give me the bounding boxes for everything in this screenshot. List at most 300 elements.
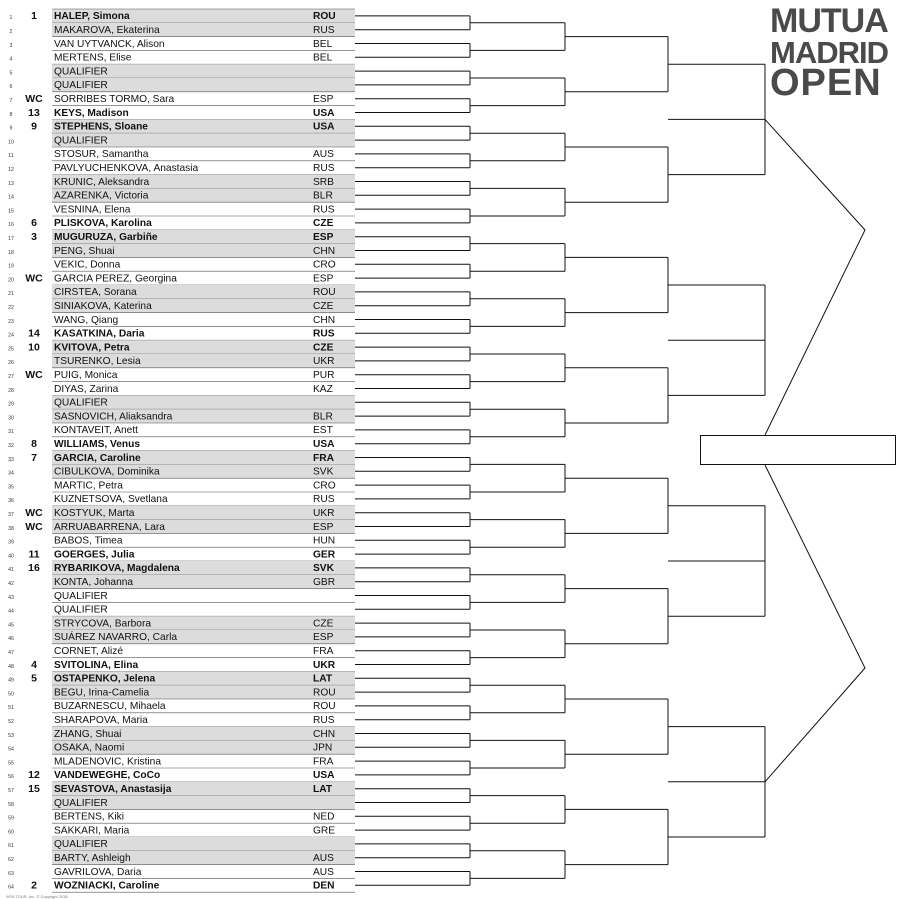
player-name: BEGU, Irina-Camelia: [54, 687, 150, 699]
draw-row: [8, 395, 355, 409]
draw-row: [8, 561, 355, 575]
bracket-connector: [470, 464, 565, 492]
seed-label: 3: [31, 231, 37, 243]
bracket-connector: [565, 257, 668, 312]
bracket-connector: [355, 485, 470, 499]
player-name: QUALIFIER: [54, 839, 108, 851]
player-name: SAKKARI, Maria: [54, 825, 130, 837]
draw-row: [8, 299, 355, 313]
player-country: CHN: [313, 728, 336, 740]
player-country: CHN: [313, 245, 336, 257]
bracket-connector: [355, 126, 470, 140]
draw-position: 13: [8, 180, 14, 187]
seed-label: 11: [28, 548, 40, 561]
draw-position: 2: [9, 29, 13, 35]
draw-position: 64: [8, 884, 14, 891]
bracket-connector: [355, 596, 470, 610]
player-country: BLR: [313, 190, 333, 202]
player-name: STOSUR, Samantha: [54, 149, 149, 161]
player-name: PLISKOVA, Karolina: [54, 218, 152, 230]
player-name: SASNOVICH, Aliaksandra: [54, 411, 173, 423]
draw-position: 16: [8, 222, 14, 229]
player-name: BARTY, Ashleigh: [54, 853, 131, 864]
player-country: UKR: [313, 356, 335, 368]
draw-position: 32: [8, 443, 14, 449]
seed-label: 16: [28, 562, 40, 575]
player-name: PAVLYUCHENKOVA, Anastasia: [54, 163, 199, 174]
draw-row: [8, 230, 355, 244]
draw-position: 46: [8, 636, 14, 643]
player-name: SINIAKOVA, Katerina: [54, 301, 152, 312]
bracket-connector: [565, 37, 668, 92]
bracket-connector: [470, 796, 565, 824]
seed-label: 8: [31, 438, 37, 450]
bracket-connector: [470, 575, 565, 603]
player-name: MAKAROVA, Ekaterina: [54, 25, 160, 36]
draw-row: [8, 244, 355, 258]
player-country: ESP: [313, 232, 334, 243]
seed-label: 13: [28, 106, 40, 119]
seed-label: 1: [31, 10, 37, 23]
bracket-connector: [355, 209, 470, 223]
bracket-connector: [355, 651, 470, 665]
player-name: KASATKINA, Daria: [54, 328, 145, 340]
seed-label: 7: [31, 451, 37, 464]
draw-position: 31: [8, 429, 14, 436]
bracket-connector: [355, 430, 470, 444]
draw-row: [10, 119, 355, 133]
draw-row: [8, 796, 355, 810]
player-name: VEKIC, Donna: [54, 259, 121, 271]
player-name: CIRSTEA, Sorana: [54, 287, 137, 299]
player-name: VAN UYTVANCK, Alison: [54, 38, 165, 50]
draw-position: 17: [8, 236, 14, 242]
player-name: TSURENKO, Lesia: [54, 356, 141, 368]
bracket-connector: [355, 761, 470, 775]
draw-position: 63: [8, 870, 14, 877]
bracket-connector: [355, 154, 470, 168]
draw-row: [8, 616, 355, 630]
draw-position: 23: [8, 318, 14, 325]
draw-row: [8, 425, 355, 437]
player-country: LAT: [313, 673, 333, 685]
bracket-connector: [355, 264, 470, 278]
player-country: GBR: [313, 577, 336, 588]
bracket-connector: [355, 182, 470, 196]
player-country: FRA: [313, 452, 334, 464]
draw-row: [8, 188, 355, 202]
player-name: KRUNIC, Aleksandra: [54, 176, 150, 188]
bracket-connector: [355, 844, 470, 858]
draw-position: 53: [8, 732, 14, 739]
player-country: AUS: [313, 866, 334, 878]
player-name: OSAKA, Naomi: [54, 742, 125, 754]
draw-position: 14: [8, 194, 14, 201]
player-name: RYBARIKOVA, Magdalena: [54, 563, 180, 575]
player-country: RUS: [313, 715, 335, 726]
seed-label: 9: [31, 120, 37, 133]
player-country: BEL: [313, 52, 333, 64]
draw-position: 58: [8, 801, 14, 808]
logo-line-2: MADRID: [770, 35, 888, 70]
draw-position: 12: [8, 167, 14, 173]
draw-row: [8, 782, 355, 796]
draw-row: [8, 851, 355, 865]
player-name: QUALIFIER: [54, 604, 108, 616]
player-name: SUÁREZ NAVARRO, Carla: [54, 632, 178, 644]
player-name: KONTAVEIT, Anett: [54, 425, 138, 437]
bracket-connector: [565, 699, 668, 754]
draw-position: 27: [8, 374, 14, 380]
draw-position: 21: [8, 291, 14, 298]
player-country: GRE: [313, 825, 336, 837]
draw-position: 43: [8, 594, 14, 601]
bracket-connector: [355, 375, 470, 389]
player-country: RUS: [313, 25, 335, 36]
player-country: RUS: [313, 163, 335, 174]
player-country: PUR: [313, 370, 335, 381]
seed-label: WC: [25, 369, 43, 381]
draw-row: [8, 520, 355, 534]
player-name: WOZNIACKI, Caroline: [54, 880, 160, 892]
player-country: BEL: [313, 38, 333, 50]
draw-row: [8, 315, 355, 327]
bracket-connector: [355, 292, 470, 306]
draw-position: 28: [8, 387, 14, 394]
draw-position: 33: [8, 456, 14, 463]
player-name: GARCIA PEREZ, Georgina: [54, 273, 177, 285]
player-country: ROU: [313, 687, 336, 699]
bracket-connector: [565, 809, 668, 864]
draw-row: [8, 727, 355, 741]
player-country: CZE: [313, 618, 334, 630]
final-connector: [765, 119, 865, 435]
draw-position: 20: [8, 277, 14, 284]
draw-row: [10, 64, 355, 78]
draw-row: [8, 451, 355, 465]
draw-position: 34: [8, 470, 14, 477]
player-country: CZE: [313, 218, 334, 230]
draw-row: [8, 494, 355, 506]
draw-position: 3: [9, 42, 13, 49]
player-name: QUALIFIER: [54, 797, 108, 809]
player-name: OSTAPENKO, Jelena: [54, 673, 156, 685]
draw-position: 52: [8, 719, 14, 725]
player-country: FRA: [313, 646, 334, 657]
player-name: VANDEWEGHE, CoCo: [54, 770, 161, 782]
draw-position: 22: [8, 305, 14, 311]
draw-row: [8, 880, 355, 893]
player-name: SVITOLINA, Elina: [54, 659, 139, 671]
draw-position: 62: [8, 857, 14, 863]
logo-line-3: OPEN: [770, 62, 882, 104]
draw-row: [8, 715, 355, 727]
draw-row: [8, 769, 355, 782]
draw-row: [8, 825, 355, 837]
draw-position: 48: [8, 663, 14, 670]
bracket-connector: [470, 78, 565, 106]
bracket-connector: [470, 851, 565, 879]
draw-row: [8, 384, 355, 396]
bracket-connector: [355, 789, 470, 803]
player-name: HALEP, Simona: [54, 11, 130, 23]
draw-row: [8, 646, 355, 658]
draw-position: 11: [8, 153, 14, 160]
bracket-connector: [355, 347, 470, 361]
draw-position: 54: [8, 746, 14, 753]
player-country: FRA: [313, 756, 334, 768]
player-name: MERTENS, Elise: [54, 52, 132, 64]
draw-position: 30: [8, 415, 14, 422]
draw-position: 1: [9, 15, 13, 22]
player-name: QUALIFIER: [54, 135, 108, 147]
player-name: ZHANG, Shuai: [54, 728, 122, 740]
bracket-connector: [355, 16, 470, 30]
seed-label: WC: [25, 507, 43, 519]
player-name: PUIG, Monica: [54, 370, 118, 381]
draw-row: [8, 175, 355, 189]
draw-row: [8, 340, 355, 354]
mutua-madrid-open-logo: [770, 2, 898, 104]
seed-label: 10: [28, 341, 40, 354]
player-country: UKR: [313, 659, 336, 671]
player-country: CZE: [313, 301, 334, 312]
draw-position: 25: [8, 346, 14, 353]
player-name: QUALIFIER: [54, 66, 108, 78]
draw-row: [8, 409, 355, 423]
bracket-connector: [355, 568, 470, 582]
player-name: STEPHENS, Sloane: [54, 121, 148, 133]
draw-row: [10, 93, 355, 106]
bracket-connector: [470, 740, 565, 768]
draw-position: 8: [9, 111, 13, 118]
draw-row: [8, 701, 355, 713]
player-country: USA: [313, 121, 335, 133]
draw-row: [8, 272, 355, 285]
player-name: GOERGES, Julia: [54, 549, 135, 561]
player-name: AZARENKA, Victoria: [54, 190, 149, 202]
bracket-connector: [565, 589, 668, 644]
draw-row: [8, 217, 355, 230]
player-country: RUS: [313, 328, 335, 340]
player-name: WILLIAMS, Venus: [54, 439, 141, 450]
player-name: QUALIFIER: [54, 397, 108, 409]
draw-position: 18: [8, 249, 14, 256]
draw-position: 57: [8, 788, 14, 794]
player-country: LAT: [313, 784, 333, 795]
bracket-connector: [355, 320, 470, 334]
draw-position: 39: [8, 539, 14, 546]
draw-row: [8, 480, 355, 492]
bracket-connector: [470, 409, 565, 437]
draw-row: [8, 867, 355, 879]
draw-position: 15: [8, 208, 14, 215]
draw-row: [8, 630, 355, 644]
draw-position: 7: [9, 98, 13, 104]
draw-position: 4: [9, 56, 13, 63]
player-country: ROU: [313, 701, 336, 713]
draw-row: [8, 149, 355, 161]
player-country: CHN: [313, 314, 336, 326]
bracket-connector: [470, 133, 565, 161]
draw-row: [8, 204, 355, 216]
draw-position: 47: [8, 650, 14, 656]
bracket-connector: [470, 630, 565, 658]
player-country: RUS: [313, 204, 335, 216]
player-name: BERTENS, Kiki: [54, 811, 125, 823]
draw-position: 56: [8, 774, 14, 781]
draw-position: 38: [8, 525, 14, 532]
seed-label: 14: [28, 327, 40, 340]
final-connector: [765, 465, 865, 782]
player-name: KVITOVA, Petra: [54, 342, 130, 354]
draw-position: 41: [8, 567, 14, 574]
seed-label: 4: [31, 658, 37, 671]
player-name: SHARAPOVA, Maria: [54, 715, 148, 726]
player-name: KOSTYUK, Marta: [54, 508, 135, 519]
draw-row: [8, 575, 355, 589]
draw-position: 10: [8, 139, 14, 146]
seed-label: 15: [28, 783, 40, 795]
player-country: ESP: [313, 94, 334, 105]
player-name: DIYAS, Zarina: [54, 383, 119, 395]
player-name: PENG, Shuai: [54, 245, 115, 257]
player-country: SVK: [313, 466, 334, 478]
bracket-connector: [355, 734, 470, 748]
draw-row: [8, 464, 355, 478]
draw-row: [10, 78, 355, 92]
player-name: ARRUABARRENA, Lara: [54, 521, 165, 533]
draw-position: 24: [8, 332, 14, 339]
player-country: DEN: [313, 880, 335, 892]
draw-row: [8, 506, 355, 520]
bracket-connector: [355, 237, 470, 251]
player-name: CIBULKOVA, Dominika: [54, 466, 160, 478]
player-name: GARCIA, Caroline: [54, 452, 141, 464]
player-country: ROU: [313, 287, 336, 299]
draw-position: 49: [8, 677, 14, 684]
draw-rows: [8, 9, 355, 892]
draw-row: [8, 369, 355, 382]
player-country: ESP: [313, 521, 334, 533]
player-name: CORNET, Alizé: [54, 646, 124, 657]
draw-position: 9: [9, 125, 13, 132]
player-name: VESNINA, Elena: [54, 204, 131, 216]
player-country: RUS: [313, 494, 335, 506]
player-name: QUALIFIER: [54, 80, 108, 92]
draw-row: [10, 107, 355, 120]
draw-position: 55: [8, 760, 14, 767]
bracket-connector: [470, 244, 565, 272]
copyright-footer: WTA TOUR, Inc. © Copyright 2018: [6, 894, 68, 899]
player-name: WANG, Qiang: [54, 314, 119, 326]
draw-row: [10, 53, 355, 65]
draw-position: 50: [8, 691, 14, 698]
seed-label: 12: [28, 769, 40, 782]
player-country: USA: [313, 770, 335, 782]
bracket-connector: [470, 685, 565, 713]
bracket-connector: [355, 99, 470, 113]
player-name: MLADENOVIC, Kristina: [54, 756, 161, 768]
bracket-connector: [470, 188, 565, 216]
player-name: BABOS, Timea: [54, 535, 123, 547]
draw-position: 6: [9, 84, 13, 91]
draw-row: [8, 260, 355, 272]
draw-row: [8, 756, 355, 768]
player-name: SORRIBES TORMO, Sara: [54, 94, 175, 105]
player-country: USA: [313, 439, 335, 450]
seed-label: WC: [25, 93, 43, 105]
bracket-connector: [565, 478, 668, 533]
bracket-connector: [565, 147, 668, 202]
draw-position: 45: [8, 622, 14, 629]
draw-row: [8, 438, 355, 451]
draw-position: 60: [8, 829, 14, 836]
draw-row: [8, 605, 355, 617]
draw-position: 40: [8, 553, 14, 560]
draw-row: [10, 9, 355, 23]
player-country: AUS: [313, 853, 334, 864]
draw-row: [8, 548, 355, 561]
draw-row: [10, 23, 355, 37]
draw-row: [8, 354, 355, 368]
player-name: MUGURUZA, Garbiñe: [54, 232, 158, 243]
draw-row: [8, 659, 355, 672]
player-name: KONTA, Johanna: [54, 577, 134, 588]
draw-row: [8, 671, 355, 685]
bracket-connector: [470, 299, 565, 327]
draw-row: [8, 536, 355, 548]
draw-row: [8, 837, 355, 851]
draw-row: [10, 39, 355, 51]
player-country: EST: [313, 425, 333, 437]
player-name: GAVRILOVA, Daria: [54, 866, 142, 878]
player-country: SRB: [313, 176, 334, 188]
player-name: MARTIC, Petra: [54, 480, 123, 492]
player-country: AUS: [313, 149, 334, 161]
draw-position: 35: [8, 484, 14, 491]
player-country: BLR: [313, 411, 333, 423]
seed-label: 6: [31, 217, 37, 230]
bracket-connector: [355, 678, 470, 692]
player-country: KAZ: [313, 383, 333, 395]
logo-line-1: MUTUA: [770, 2, 888, 40]
bracket-connector: [355, 872, 470, 886]
bracket-connector: [470, 354, 565, 382]
player-country: UKR: [313, 508, 335, 519]
player-name: KUZNETSOVA, Svetlana: [54, 494, 168, 506]
bracket-connector: [470, 520, 565, 548]
draw-row: [8, 285, 355, 299]
draw-position: 37: [8, 512, 14, 518]
player-country: ESP: [313, 273, 334, 285]
draw-position: 5: [9, 70, 13, 77]
champion-box: [700, 435, 896, 465]
player-name: STRYCOVA, Barbora: [54, 618, 152, 630]
player-country: GER: [313, 549, 336, 561]
draw-position: 42: [8, 581, 14, 587]
draw-position: 29: [8, 401, 14, 408]
player-name: KEYS, Madison: [54, 107, 129, 119]
seed-label: 2: [31, 879, 37, 892]
bracket-connector: [355, 540, 470, 554]
bracket-connector: [355, 706, 470, 720]
player-country: CZE: [313, 342, 334, 354]
bracket-connector: [355, 44, 470, 58]
player-country: ESP: [313, 632, 334, 644]
bracket-connector: [668, 561, 765, 782]
bracket-connector: [565, 368, 668, 423]
